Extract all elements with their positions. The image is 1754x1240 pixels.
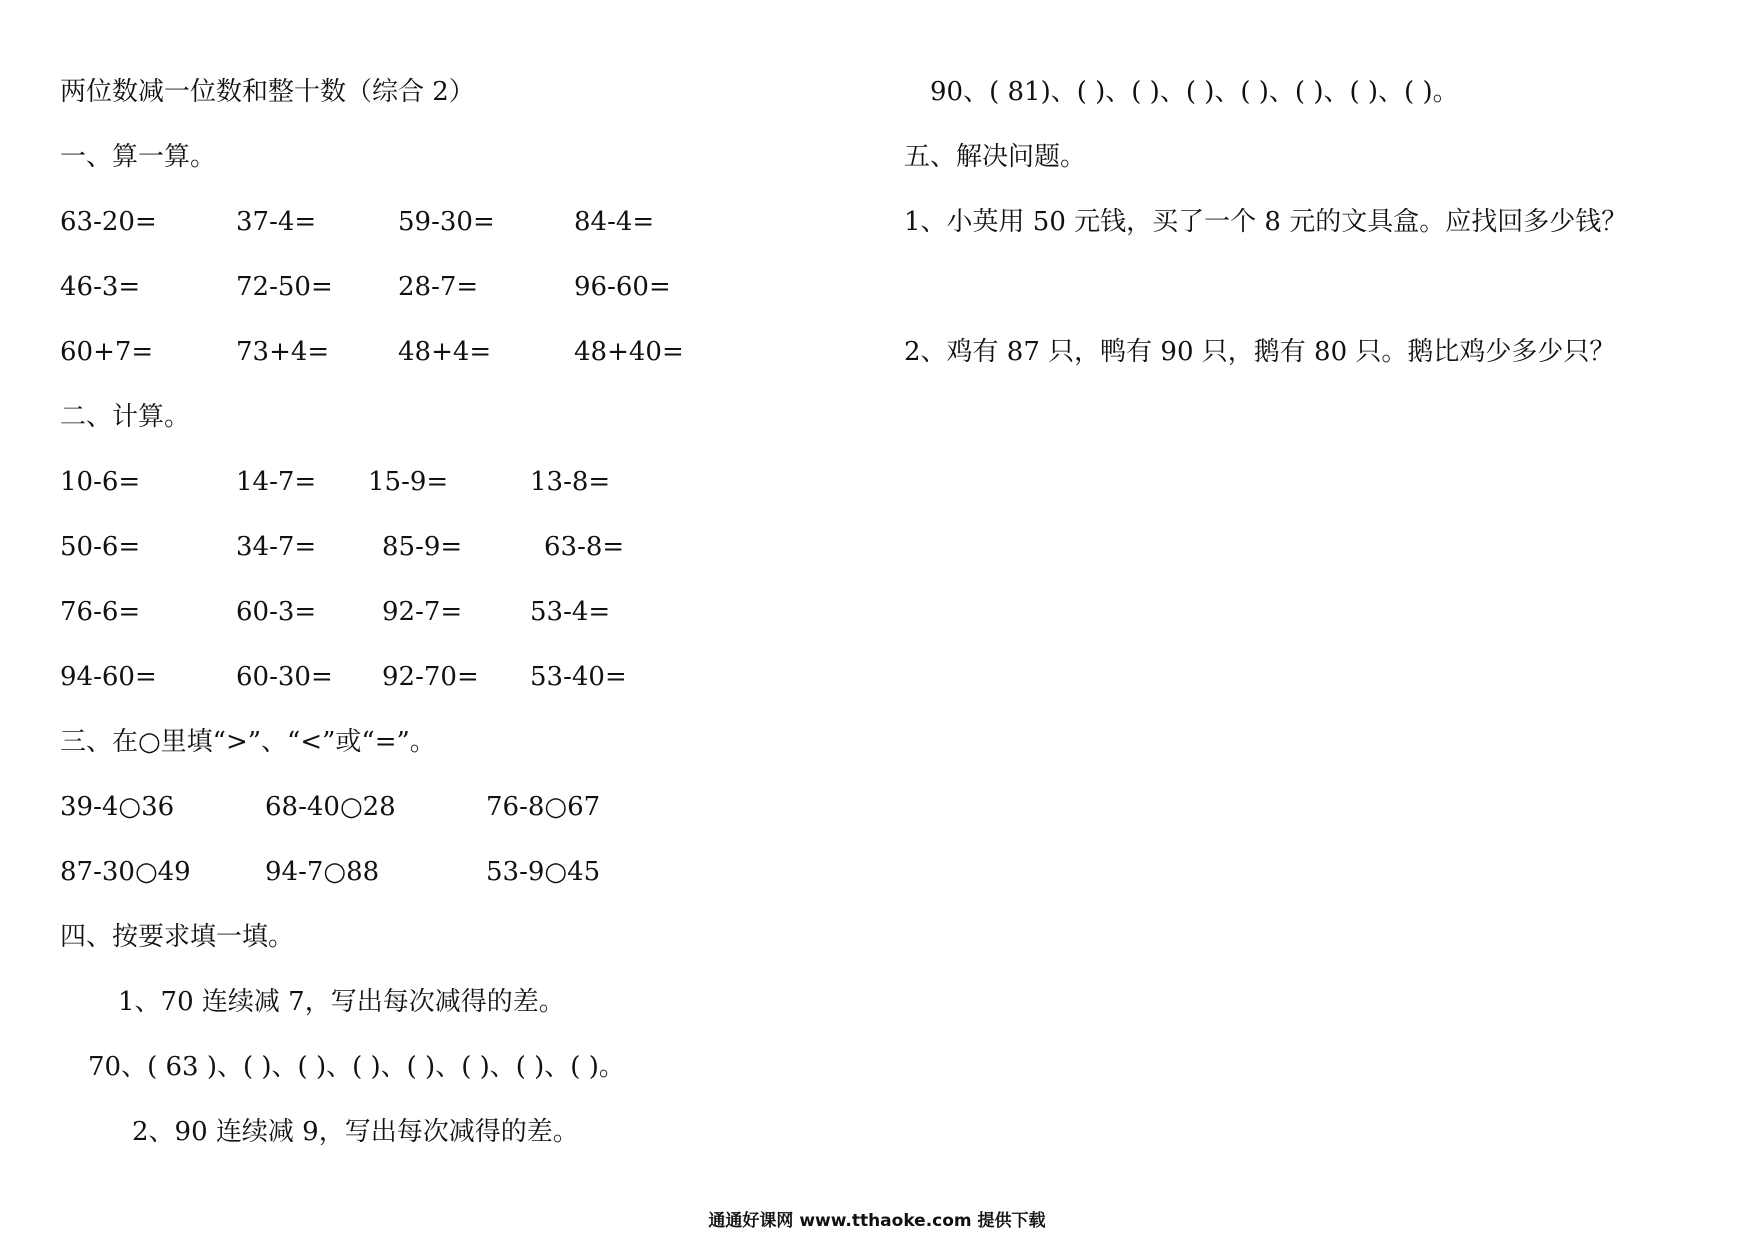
comparison-cell: 76-8○67 xyxy=(486,792,601,822)
section4-answer-2: 90、( 81)、( )、( )、( )、( )、( )、( )、( )。 xyxy=(930,77,1459,107)
problem-cell: 73+4= xyxy=(236,337,330,367)
problem-cell: 34-7= xyxy=(236,532,317,562)
problem-cell: 46-3= xyxy=(60,272,141,302)
section5-question-2: 2、鸡有 87 只，鸭有 90 只，鹅有 80 只。鹅比鸡少多少只？ xyxy=(904,337,1616,367)
comparison-cell: 68-40○28 xyxy=(265,792,396,822)
problem-cell: 60-3= xyxy=(236,597,317,627)
problem-cell: 94-60= xyxy=(60,662,157,692)
comparison-cell: 39-4○36 xyxy=(60,792,175,822)
problem-cell: 85-9= xyxy=(382,532,463,562)
section5-question-1: 1、小英用 50 元钱，买了一个 8 元的文具盒。应找回多少钱？ xyxy=(904,207,1628,237)
problem-cell: 59-30= xyxy=(398,207,495,237)
problem-cell: 50-6= xyxy=(60,532,141,562)
problem-cell: 48+40= xyxy=(574,337,684,367)
problem-cell: 63-20= xyxy=(60,207,157,237)
section4-heading: 四、按要求填一填。 xyxy=(60,922,295,952)
problem-cell: 53-40= xyxy=(530,662,627,692)
comparison-cell: 53-9○45 xyxy=(486,857,601,887)
section4-question-1: 1、70 连续减 7，写出每次减得的差。 xyxy=(118,987,565,1017)
problem-cell: 72-50= xyxy=(236,272,333,302)
problem-cell: 76-6= xyxy=(60,597,141,627)
section5-heading: 五、解决问题。 xyxy=(904,142,1087,172)
problem-cell: 96-60= xyxy=(574,272,671,302)
problem-cell: 60+7= xyxy=(60,337,154,367)
problem-cell: 63-8= xyxy=(544,532,625,562)
problem-cell: 48+4= xyxy=(398,337,492,367)
problem-cell: 28-7= xyxy=(398,272,479,302)
section1-heading: 一、算一算。 xyxy=(60,142,217,172)
page-title: 两位数减一位数和整十数（综合 2） xyxy=(60,77,475,107)
problem-cell: 14-7= xyxy=(236,467,317,497)
problem-cell: 53-4= xyxy=(530,597,611,627)
problem-cell: 37-4= xyxy=(236,207,317,237)
comparison-cell: 94-7○88 xyxy=(265,857,380,887)
problem-cell: 84-4= xyxy=(574,207,655,237)
section3-heading: 三、在○里填“>”、“<”或“=”。 xyxy=(60,727,436,757)
problem-cell: 15-9= xyxy=(368,467,449,497)
section4-answer-1: 70、( 63 )、( )、( )、( )、( )、( )、( )、( )。 xyxy=(88,1052,625,1082)
problem-cell: 92-70= xyxy=(382,662,479,692)
comparison-cell: 87-30○49 xyxy=(60,857,191,887)
section2-heading: 二、计算。 xyxy=(60,402,191,432)
problem-cell: 60-30= xyxy=(236,662,333,692)
problem-cell: 10-6= xyxy=(60,467,141,497)
section4-question-2: 2、90 连续减 9，写出每次减得的差。 xyxy=(132,1117,579,1147)
problem-cell: 92-7= xyxy=(382,597,463,627)
footer-credit: 通通好课网 www.tthaoke.com 提供下载 xyxy=(708,1211,1046,1231)
problem-cell: 13-8= xyxy=(530,467,611,497)
